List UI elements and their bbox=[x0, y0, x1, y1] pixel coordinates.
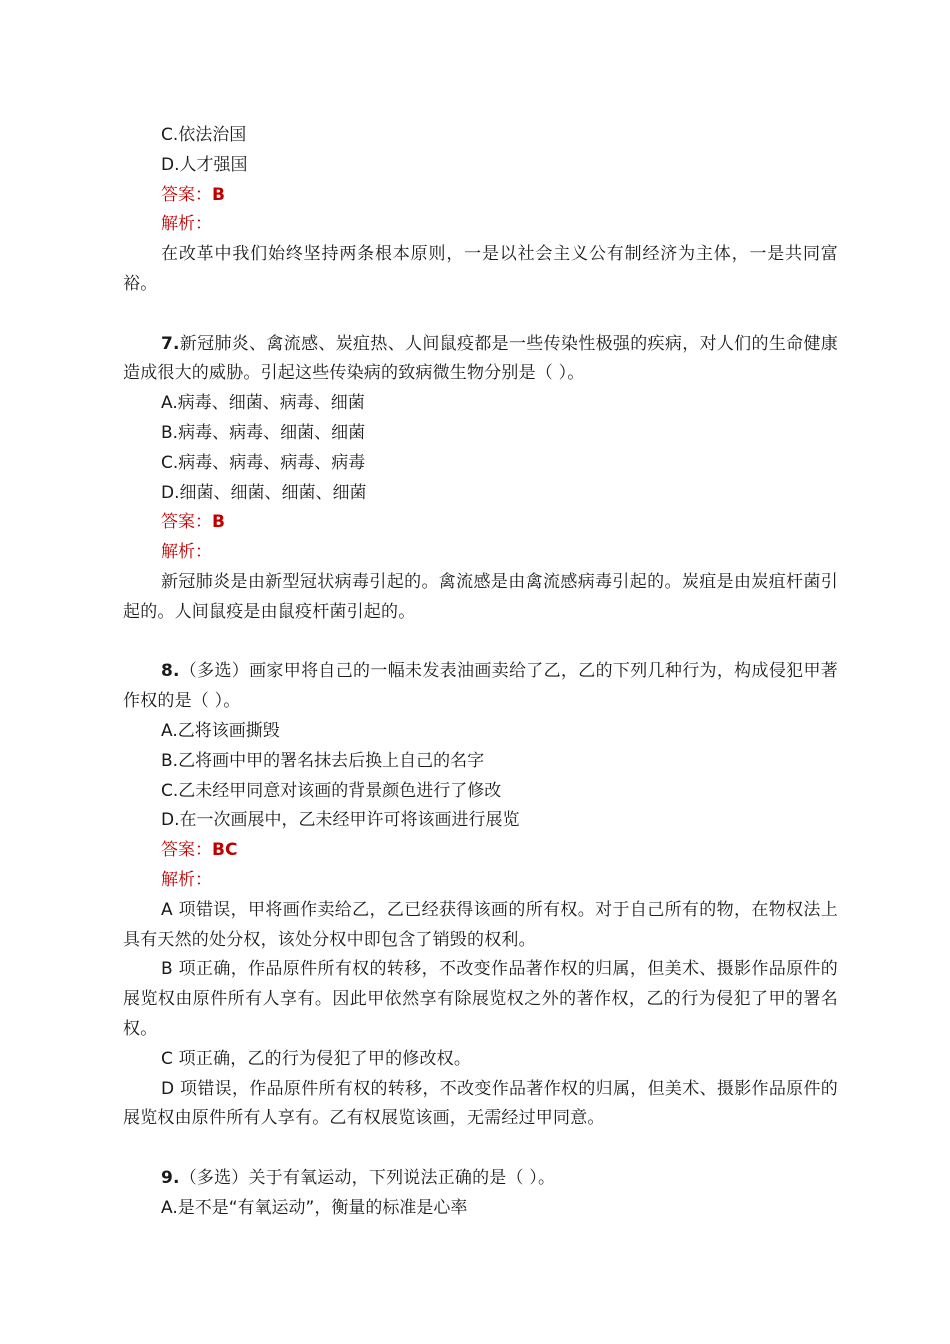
q8-answer bbox=[123, 836, 838, 866]
q9-number: 9. bbox=[161, 1167, 180, 1188]
spacer bbox=[123, 1134, 838, 1164]
q6-answer-value: B bbox=[212, 184, 225, 205]
q8-option-a: A.乙将该画撕毁 bbox=[161, 720, 280, 741]
q8-analysis-label: 解析： bbox=[161, 869, 212, 890]
q8-answer-label: 答案： bbox=[161, 840, 212, 861]
document-content bbox=[123, 121, 838, 1223]
q6-answer-label: 答案： bbox=[161, 184, 212, 205]
q8-analysis-paragraph-d: D 项错误，作品原件所有权的转移，不改变作品著作权的归属，但美术、摄影作品原件的展览权由原件所有人享有。乙有权展览该画，无需经过甲同意。 bbox=[123, 1078, 838, 1129]
q8-analysis-paragraph-b: B 项正确，作品原件所有权的转移，不改变作品著作权的归属，但美术、摄影作品原件的展览权由原件所有人享有。因此甲依然享有除展览权之外的著作权，乙的行为侵犯了甲的署名权。 bbox=[123, 959, 838, 1039]
q8-number: 8. bbox=[161, 661, 180, 682]
q7-number: 7. bbox=[161, 333, 180, 354]
q8-stem bbox=[123, 657, 838, 717]
q9-option-a: A.是不是“有氧运动”，衡量的标准是心率 bbox=[161, 1197, 468, 1218]
q6-analysis-label: 解析： bbox=[161, 214, 212, 235]
q8-stem-text: （多选）画家甲将自己的一幅未发表油画卖给了乙，乙的下列几种行为，构成侵犯甲著作权的是（ ）。 bbox=[123, 661, 838, 712]
q7-analysis-label: 解析： bbox=[161, 542, 212, 563]
q7-analysis-text: 新冠肺炎是由新型冠状病毒引起的。禽流感是由禽流感病毒引起的。炭疽是由炭疽杆菌引起的。人间鼠疫是由鼠疫杆菌引起的。 bbox=[123, 571, 838, 622]
q6-analysis-text: 在改革中我们始终坚持两条根本原则，一是以社会主义公有制经济为主体，一是共同富裕。 bbox=[123, 244, 838, 294]
q7-answer-value: B bbox=[212, 512, 225, 533]
q8-analysis-paragraph-c: C 项正确，乙的行为侵犯了甲的修改权。 bbox=[161, 1048, 472, 1069]
q8-option-c: C.乙未经甲同意对该画的背景颜色进行了修改 bbox=[161, 780, 502, 801]
q7-answer-label: 答案： bbox=[161, 512, 212, 533]
q9-stem-text: （多选）关于有氧运动，下列说法正确的是（ ）。 bbox=[179, 1167, 556, 1188]
q7-option-d: D.细菌、细菌、细菌、细菌 bbox=[161, 482, 367, 503]
q6-option-d: D.人才强国 bbox=[161, 154, 248, 175]
spacer bbox=[123, 300, 838, 330]
q8-analysis-paragraph-a: A 项错误，甲将画作卖给乙，乙已经获得该画的所有权。对于自己所有的物，在物权法上具有天然的处分权，该处分权中即包含了销毁的权利。 bbox=[123, 899, 838, 950]
q7-stem bbox=[123, 330, 838, 390]
q9-stem bbox=[123, 1164, 838, 1194]
q8-option-b: B.乙将画中甲的署名抹去后换上自己的名字 bbox=[161, 750, 485, 771]
q7-option-b: B.病毒、病毒、细菌、细菌 bbox=[161, 422, 366, 443]
q6-option-c: C.依法治国 bbox=[161, 125, 247, 145]
spacer bbox=[123, 628, 838, 658]
q7-option-a: A.病毒、细菌、病毒、细菌 bbox=[161, 393, 365, 414]
q8-answer-value: BC bbox=[212, 840, 238, 861]
q7-answer bbox=[123, 508, 838, 538]
q6-answer bbox=[123, 181, 838, 211]
q7-option-c: C.病毒、病毒、病毒、病毒 bbox=[161, 452, 366, 473]
q7-stem-text: 新冠肺炎、禽流感、炭疽热、人间鼠疫都是一些传染性极强的疾病，对人们的生命健康造成很大的威胁。引起这些传染病的致病微生物分别是（ ）。 bbox=[123, 333, 838, 384]
q8-option-d: D.在一次画展中，乙未经甲许可将该画进行展览 bbox=[161, 810, 520, 831]
